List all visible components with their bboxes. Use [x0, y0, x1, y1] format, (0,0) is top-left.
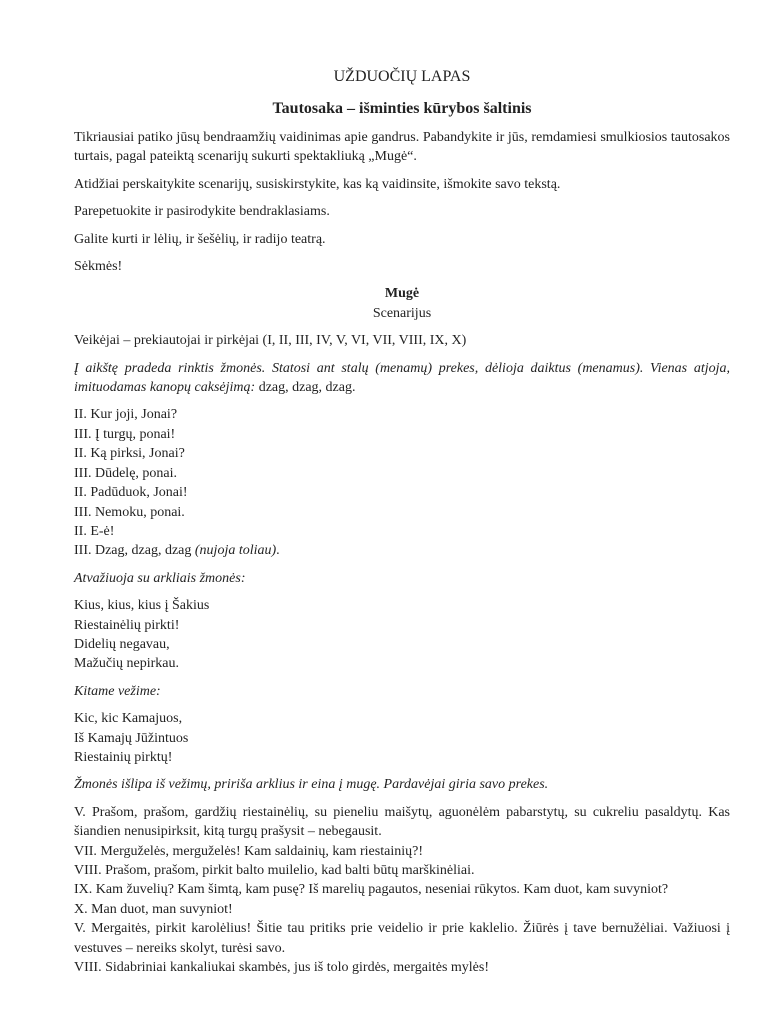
dialog-line: V. Mergaitės, pirkit karolėlius! Šitie tau pritiks prie veidelio ir prie kaklelio. Žiūrės į tave bernužėliai. Važiuosi į vestuves – nereiks skolyt, turėsi savo.: [74, 921, 730, 956]
stage-direction: [74, 359, 730, 398]
characters-line: Veikėjai – prekiautojai ir pirkėjai (I, II, III, IV, V, VI, VII, VIII, IX, X): [74, 333, 467, 349]
intro-paragraph: Parepetuokite ir pasirodykite bendraklasiams.: [74, 204, 330, 220]
dialog-line: VIII. Prašom, prašom, pirkit balto muilelio, kad balti būtų marškinėliai.: [74, 863, 475, 878]
page-subtitle: Tautosaka – išminties kūrybos šaltinis: [272, 100, 532, 117]
dialog-line: X. Man duot, man suvyniot!: [74, 901, 233, 917]
intro-paragraph: Sėkmės!: [74, 259, 123, 275]
stage-direction: Atvažiuoja su arkliais žmonės:: [74, 570, 246, 586]
verse-line: Riestainių pirktų!: [74, 749, 173, 765]
dialog-line: II. Ką pirksi, Jonai?: [74, 446, 185, 462]
stage-direction: Kitame vežime:: [74, 683, 161, 699]
dialog-line: III. Į turgų, ponai!: [74, 426, 176, 442]
intro-paragraph: Tikriausiai patiko jūsų bendraamžių vaidinimas apie gandrus. Pabandykite ir jūs, remdamiesi smulkiosios tautosakos turtais, pagal pateiktą scenarijų sukurti spektakliuką „Mugė“.: [74, 130, 730, 165]
dialog-end: .: [276, 543, 280, 559]
dialog-line: III. Nemoku, ponai.: [74, 504, 185, 520]
dialog-line: II. Kur joji, Jonai?: [74, 407, 178, 423]
intro-paragraph: Galite kurti ir lėlių, ir šešėlių, ir radijo teatrą.: [74, 231, 326, 247]
page-title: UŽDUOČIŲ LAPAS: [333, 68, 471, 85]
dialog-line: VIII. Sidabriniai kankaliukai skambės, jus iš tolo girdės, mergaitės mylės!: [74, 960, 489, 976]
stage-direction-tail: dzag, dzag, dzag.: [255, 380, 356, 396]
verse-line: Iš Kamajų Jūžintuos: [74, 730, 189, 746]
dialog-line: V. Prašom, prašom, gardžių riestainėlių, su pieneliu maišytų, aguonėlėm pabarstytų, su cukreliu pasaldytų. Kas šiandien nenusipirksit, kitą turgų prašysit – nebegausit.: [74, 804, 730, 840]
intro-paragraph: Atidžiai perskaitykite scenarijų, susiskirstykite, kas ką vaidinsite, išmokite savo tekstą.: [74, 176, 561, 192]
dialog-line: II. E-ė!: [74, 523, 115, 539]
dialog-line: [74, 541, 730, 560]
dialog-line: II. Padūduok, Jonai!: [74, 485, 188, 501]
dialog-remark: (nujoja toliau): [194, 543, 277, 559]
dialog-text: III. Dzag, dzag, dzag: [74, 543, 195, 559]
verse-block: [74, 596, 730, 674]
verse-line: Kic, kic Kamajuos,: [74, 711, 183, 727]
dialog-block: [74, 405, 730, 560]
dialog-line: IX. Kam žuvelių? Kam šimtą, kam pusę? Iš marelių pagautos, neseniai rūkytos. Kam duot, kam suvyniot?: [74, 882, 669, 898]
verse-line: Didelių negavau,: [74, 636, 170, 652]
verse-line: Riestainėlių pirkti!: [74, 617, 180, 633]
stage-direction-italic: Į aikštę pradeda rinktis žmonės. Statosi ant stalų (menamų) prekes, dėlioja daiktus (menamus). Vienas atjoja, imituodamas kanopų caksėjimą:: [74, 360, 730, 396]
verse-block: [74, 709, 730, 767]
play-subtitle: Scenarijus: [372, 305, 432, 321]
dialog-line: III. Dūdelę, ponai.: [74, 465, 178, 481]
play-title: Mugė: [384, 286, 420, 302]
dialog-line: VII. Merguželės, merguželės! Kam saldainių, kam riestainių?!: [74, 843, 423, 859]
dialog-block: [74, 803, 730, 978]
stage-direction: Žmonės išlipa iš vežimų, pririša arklius ir eina į mugę. Pardavėjai giria savo prekes.: [74, 777, 549, 793]
verse-line: Mažučių nepirkau.: [74, 656, 179, 672]
verse-line: Kius, kius, kius į Šakius: [74, 598, 210, 614]
